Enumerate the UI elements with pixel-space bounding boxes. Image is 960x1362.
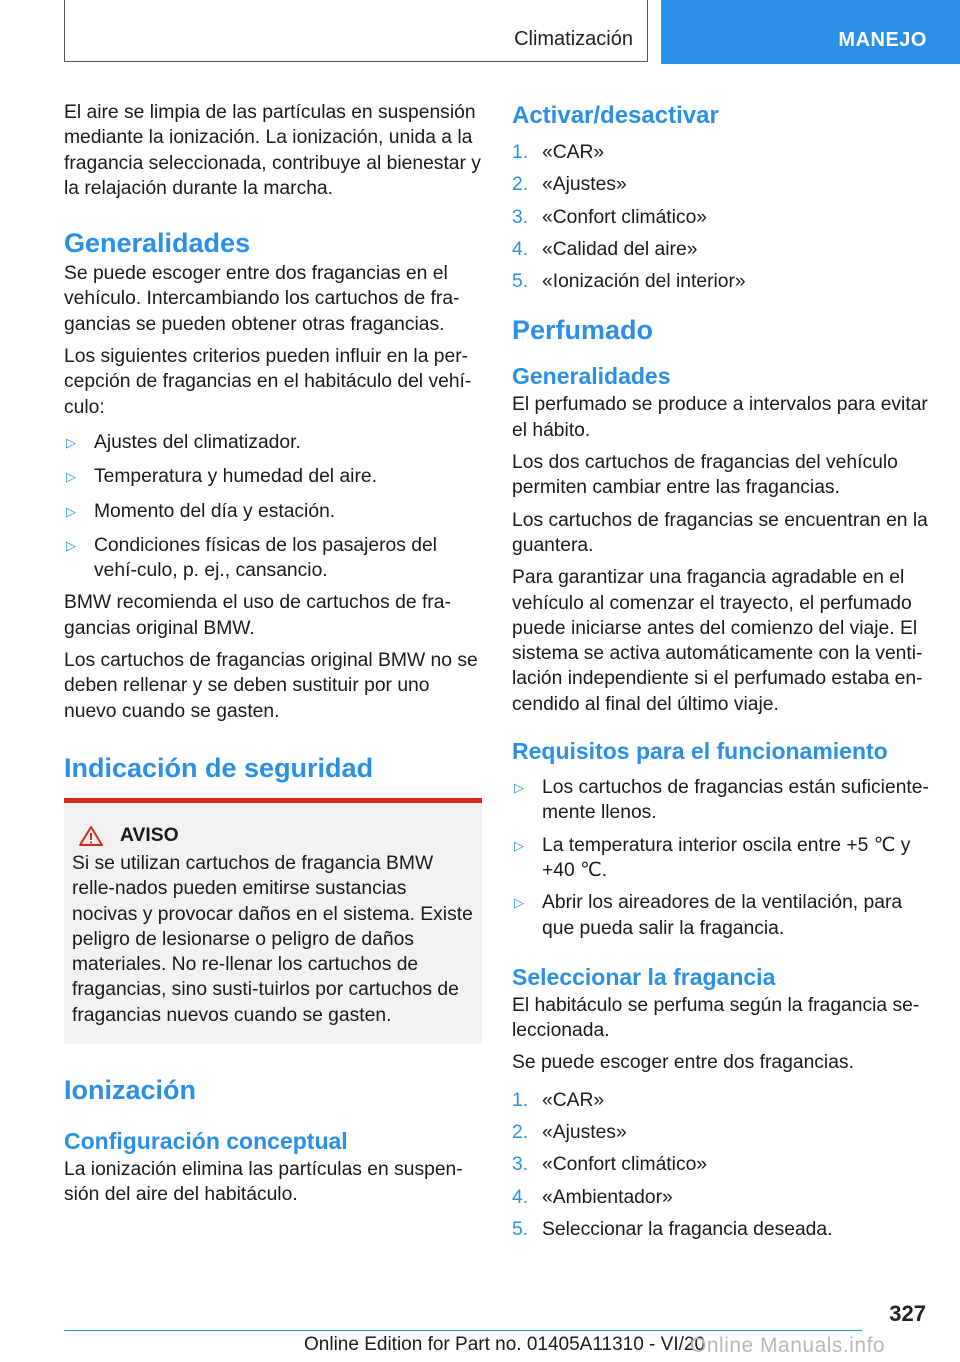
general-heading: Generalidades — [64, 228, 251, 259]
triangle-bullet-icon: ▷ — [514, 780, 524, 796]
perfume-heading: Perfumado — [512, 315, 654, 346]
select-heading: Seleccionar la fragancia — [512, 963, 776, 990]
warning-header — [78, 825, 474, 847]
triangle-bullet-icon: ▷ — [514, 895, 524, 911]
warning-text: Si se utilizan cartuchos de fragancia BMW relle-nados pueden emitirse sustancias nocivas y provocar daños en el sistema. Existe peligro de lesionarse o peligro de daños materiales. No re-llenar los cartuchos de fragancias, sino susti-tuirlos por cartuchos de fragancias nuevos cuando se gasten. — [72, 852, 473, 1026]
criteria-list — [64, 430, 482, 583]
warning-triangle-icon — [78, 825, 104, 847]
watermark: Online Manuals.info — [690, 1334, 886, 1357]
select-paragraph-1: El habitáculo se perfuma según la fragancia se-leccionada. — [512, 994, 920, 1042]
page-number: 327 — [889, 1301, 926, 1326]
perfume-paragraph-2: Los dos cartuchos de fragancias del vehículo permiten cambiar entre las fragancias. — [512, 452, 898, 499]
list-item: 5. Seleccionar la fragancia deseada. — [512, 1218, 833, 1240]
warning-title: AVISO — [120, 824, 179, 846]
concept-heading: Configuración conceptual — [64, 1128, 348, 1155]
safety-heading: Indicación de seguridad — [64, 752, 374, 783]
concept-text: La ionización elimina las partículas en suspen-sión del aire del habitáculo. — [64, 1159, 463, 1206]
edition-text: Online Edition for Part no. 01405A11310 - VI/20 — [304, 1334, 706, 1355]
section-tab — [64, 0, 648, 62]
list-item: 5. «Ionización del interior» — [512, 271, 746, 293]
chapter-tab — [661, 0, 960, 64]
triangle-bullet-icon: ▷ — [66, 503, 76, 519]
general-paragraph-4: Los cartuchos de fragancias original BMW no se deben rellenar y se deben sustituir por uno nuevo cuando se gasten. — [64, 650, 478, 722]
perfume-paragraph-1: El perfumado se produce a intervalos para evitar el hábito. — [512, 394, 928, 441]
ionization-heading: Ionización — [64, 1075, 197, 1106]
general-paragraph-3: BMW recomienda el uso de cartuchos de fra-gancias original BMW. — [64, 592, 451, 639]
left-column — [64, 100, 482, 1215]
list-item: ▷ Condiciones físicas de los pasajeros del vehí-culo, p. ej., cansancio. — [66, 534, 437, 582]
list-item: 3. «Confort climático» — [512, 1154, 708, 1176]
footer-divider — [64, 1330, 862, 1331]
list-item: ▷ Momento del día y estación. — [64, 499, 482, 524]
triangle-bullet-icon: ▷ — [66, 434, 76, 450]
warning-box — [64, 798, 482, 1044]
page-header — [64, 0, 960, 64]
requirements-heading: Requisitos para el funcionamiento — [512, 738, 888, 765]
select-paragraph-2: Se puede escoger entre dos fragancias. — [512, 1052, 854, 1074]
requirements-list — [512, 775, 930, 941]
triangle-bullet-icon: ▷ — [514, 837, 524, 853]
triangle-bullet-icon: ▷ — [66, 469, 76, 485]
activate-heading: Activar/desactivar — [512, 102, 719, 129]
perfume-paragraph-3: Los cartuchos de fragancias se encuentran en la guantera. — [512, 509, 928, 556]
list-item: 4. «Ambientador» — [512, 1186, 673, 1208]
list-item: 3. «Confort climático» — [512, 206, 708, 228]
list-item: 1. «CAR» — [512, 1089, 605, 1111]
perfume-paragraph-4: Para garantizar una fragancia agradable en el vehículo al comenzar el trayecto, el perfumado puede iniciarse antes del comienzo del viaje. El sistema se activa automáticamente con la venti-lación independiente si el perfumado estaba en-cendido al final del último viaje. — [512, 567, 923, 715]
intro-paragraph: El aire se limpia de las partículas en suspensión mediante la ionización. La ionización, unida a la fragancia seleccionada, contribuye al bienestar y la relajación durante la marcha. — [64, 102, 481, 199]
triangle-bullet-icon: ▷ — [66, 537, 76, 553]
list-item: 2. «Ajustes» — [512, 1122, 627, 1144]
general-paragraph-2: Los siguientes criterios pueden influir en la per-cepción de fragancias en el habitáculo del vehí-culo: — [64, 346, 472, 418]
perfume-general-heading: Generalidades — [512, 363, 671, 390]
general-paragraph-1: Se puede escoger entre dos fragancias en el vehículo. Intercambiando los cartuchos de fra-gancias se pueden obtener otras fragancias. — [64, 263, 460, 335]
list-item: ▷ Abrir los aireadores de la ventilación, para que pueda salir la fragancia. — [514, 892, 903, 939]
list-item: ▷ La temperatura interior oscila entre +5 ℃ y +40 ℃. — [514, 834, 911, 881]
list-item: 4. «Calidad del aire» — [512, 238, 698, 260]
list-item: ▷ Los cartuchos de fragancias están suficiente-mente llenos. — [514, 777, 929, 824]
list-item: 2. «Ajustes» — [512, 174, 627, 196]
section-title: Climatización — [514, 28, 633, 50]
chapter-title: MANEJO — [838, 29, 927, 51]
right-column — [512, 100, 930, 1249]
select-steps — [512, 1088, 930, 1242]
list-item: ▷ Temperatura y humedad del aire. — [64, 464, 482, 489]
list-item: ▷ Ajustes del climatizador. — [64, 430, 482, 455]
activate-steps — [512, 140, 930, 294]
list-item: 1. «CAR» — [512, 142, 605, 163]
